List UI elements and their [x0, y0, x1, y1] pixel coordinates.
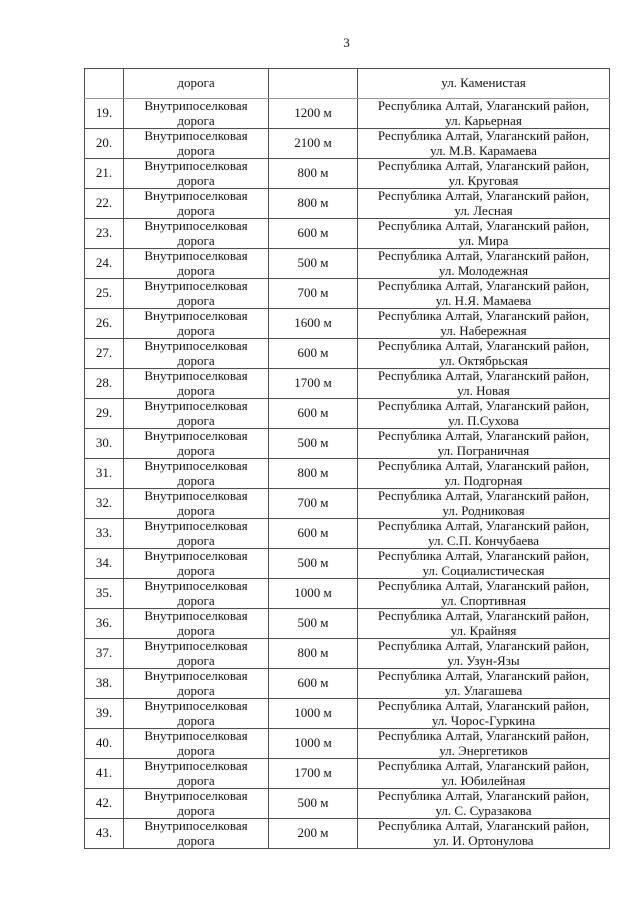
table-row	[85, 549, 610, 579]
road-length-cell: 500 м	[269, 789, 358, 819]
address-region-line: Республика Алтай, Улаганский район,	[377, 728, 590, 743]
table-row	[85, 729, 610, 759]
table-row	[85, 639, 610, 669]
road-address-cell	[358, 129, 610, 159]
address-region-line: Республика Алтай, Улаганский район,	[377, 278, 590, 293]
table-row	[85, 519, 610, 549]
table-row	[85, 369, 610, 399]
address-region-line: Республика Алтай, Улаганский район,	[377, 668, 590, 683]
road-type-cell: Внутрипоселковая дорога	[124, 429, 269, 459]
address-street-line: ул. П.Сухова	[448, 412, 519, 428]
road-length-cell: 800 м	[269, 189, 358, 219]
table-row	[85, 219, 610, 249]
address-region-line: Республика Алтай, Улаганский район,	[377, 608, 590, 623]
table-row	[85, 129, 610, 159]
table-row	[85, 459, 610, 489]
road-type-cell: Внутрипоселковая дорога	[124, 399, 269, 429]
road-type-cell: Внутрипоселковая дорога	[124, 789, 269, 819]
row-number-cell: 24.	[85, 249, 124, 279]
road-type-cell: дорога	[124, 69, 269, 99]
road-type-cell: Внутрипоселковая дорога	[124, 99, 269, 129]
road-address-cell	[358, 669, 610, 699]
address-region-line: Республика Алтай, Улаганский район,	[377, 398, 590, 413]
road-type-cell: Внутрипоселковая дорога	[124, 699, 269, 729]
address-street-line: ул. С.П. Кончубаева	[428, 532, 539, 548]
address-region-line: Республика Алтай, Улаганский район,	[377, 698, 590, 713]
address-street-line: ул. Молодежная	[438, 262, 529, 278]
table-row	[85, 189, 610, 219]
address-region-line: Республика Алтай, Улаганский район,	[377, 788, 590, 803]
row-number-cell: 34.	[85, 549, 124, 579]
address-street-line: ул. Н.Я. Мамаева	[435, 292, 532, 308]
address-street-line: ул. Родниковая	[442, 502, 525, 518]
road-address-cell	[358, 429, 610, 459]
road-address-cell	[358, 99, 610, 129]
table-row	[85, 99, 610, 129]
address-street-line: ул. Крайняя	[450, 622, 517, 638]
table-row	[85, 819, 610, 849]
address-street-line: ул. Лесная	[454, 202, 513, 218]
table-row	[85, 429, 610, 459]
road-address-cell	[358, 639, 610, 669]
row-number-cell: 23.	[85, 219, 124, 249]
row-number-cell: 27.	[85, 339, 124, 369]
address-region-line: Республика Алтай, Улаганский район,	[377, 518, 590, 533]
road-address-cell	[358, 489, 610, 519]
address-street-line: ул. Энергетиков	[439, 742, 528, 758]
row-number-cell: 41.	[85, 759, 124, 789]
road-type-cell: Внутрипоселковая дорога	[124, 669, 269, 699]
road-type-cell: Внутрипоселковая дорога	[124, 579, 269, 609]
road-length-cell: 800 м	[269, 159, 358, 189]
road-length-cell: 600 м	[269, 219, 358, 249]
address-street-line: ул. С. Суразакова	[435, 802, 532, 818]
table-row	[85, 249, 610, 279]
row-number-cell: 42.	[85, 789, 124, 819]
row-number-cell: 22.	[85, 189, 124, 219]
road-length-cell	[269, 69, 358, 99]
table-row	[85, 309, 610, 339]
road-address-cell	[358, 339, 610, 369]
road-type-cell: Внутрипоселковая дорога	[124, 219, 269, 249]
road-address-cell	[358, 459, 610, 489]
road-type-cell: Внутрипоселковая дорога	[124, 279, 269, 309]
road-length-cell: 800 м	[269, 639, 358, 669]
address-region-line: Республика Алтай, Улаганский район,	[377, 458, 590, 473]
road-address-cell	[358, 189, 610, 219]
address-street-line: ул. Улагашева	[444, 682, 523, 698]
address-street-line: ул. Октябрьская	[439, 352, 528, 368]
address-region-line: Республика Алтай, Улаганский район,	[377, 338, 590, 353]
address-region-line: Республика Алтай, Улаганский район,	[377, 818, 590, 833]
row-number-cell: 37.	[85, 639, 124, 669]
road-address-cell: ул. Каменистая	[358, 69, 610, 99]
road-address-cell	[358, 249, 610, 279]
road-address-cell	[358, 279, 610, 309]
address-street-line: ул. М.В. Карамаева	[430, 142, 537, 158]
road-address-cell	[358, 159, 610, 189]
row-number-cell: 39.	[85, 699, 124, 729]
address-region-line: Республика Алтай, Улаганский район,	[377, 98, 590, 113]
road-type-cell: Внутрипоселковая дорога	[124, 639, 269, 669]
road-length-cell: 1200 м	[269, 99, 358, 129]
road-address-cell	[358, 759, 610, 789]
road-registry-table	[84, 68, 610, 849]
road-length-cell: 500 м	[269, 249, 358, 279]
table-row	[85, 279, 610, 309]
table-row	[85, 789, 610, 819]
carryover-row	[85, 69, 610, 99]
road-length-cell: 1700 м	[269, 759, 358, 789]
road-length-cell: 500 м	[269, 609, 358, 639]
address-street-line: ул. Мира	[458, 232, 509, 248]
road-length-cell: 600 м	[269, 339, 358, 369]
row-number-cell: 40.	[85, 729, 124, 759]
row-number-cell: 28.	[85, 369, 124, 399]
address-street-line: ул. Новая	[457, 382, 510, 398]
road-length-cell: 500 м	[269, 549, 358, 579]
road-type-cell: Внутрипоселковая дорога	[124, 309, 269, 339]
road-address-cell	[358, 699, 610, 729]
table-row	[85, 759, 610, 789]
road-type-cell: Внутрипоселковая дорога	[124, 519, 269, 549]
road-length-cell: 600 м	[269, 399, 358, 429]
table-row	[85, 159, 610, 189]
road-type-cell: Внутрипоселковая дорога	[124, 339, 269, 369]
address-street-line: ул. Пограничная	[437, 442, 530, 458]
table-row	[85, 699, 610, 729]
road-address-cell	[358, 819, 610, 849]
road-address-cell	[358, 789, 610, 819]
row-number-cell: 26.	[85, 309, 124, 339]
road-length-cell: 200 м	[269, 819, 358, 849]
row-number-cell: 19.	[85, 99, 124, 129]
row-number-cell: 21.	[85, 159, 124, 189]
road-type-cell: Внутрипоселковая дорога	[124, 549, 269, 579]
table-body	[85, 69, 610, 849]
road-address-cell	[358, 519, 610, 549]
row-number-cell: 38.	[85, 669, 124, 699]
address-region-line: Республика Алтай, Улаганский район,	[377, 758, 590, 773]
address-street-line: ул. Узун-Язы	[447, 652, 520, 668]
table-row	[85, 489, 610, 519]
address-street-line: ул. Чорос-Гуркина	[431, 712, 536, 728]
road-address-cell	[358, 579, 610, 609]
road-length-cell: 800 м	[269, 459, 358, 489]
address-region-line: Республика Алтай, Улаганский район,	[377, 128, 590, 143]
road-length-cell: 2100 м	[269, 129, 358, 159]
row-number-cell: 43.	[85, 819, 124, 849]
road-length-cell: 700 м	[269, 489, 358, 519]
road-type-cell: Внутрипоселковая дорога	[124, 159, 269, 189]
row-number-cell: 30.	[85, 429, 124, 459]
road-length-cell: 1000 м	[269, 579, 358, 609]
road-type-cell: Внутрипоселковая дорога	[124, 759, 269, 789]
address-street-line: ул. Социалистическая	[422, 562, 545, 578]
road-type-cell: Внутрипоселковая дорога	[124, 609, 269, 639]
address-street-line: ул. Спортивная	[441, 592, 526, 608]
table-row	[85, 609, 610, 639]
road-type-cell: Внутрипоселковая дорога	[124, 249, 269, 279]
row-number-cell: 35.	[85, 579, 124, 609]
address-region-line: Республика Алтай, Улаганский район,	[377, 488, 590, 503]
road-address-cell	[358, 369, 610, 399]
row-number-cell: 20.	[85, 129, 124, 159]
address-region-line: Республика Алтай, Улаганский район,	[377, 158, 590, 173]
address-region-line: Республика Алтай, Улаганский район,	[377, 578, 590, 593]
address-region-line: Республика Алтай, Улаганский район,	[377, 548, 590, 563]
page-number: 3	[343, 35, 350, 50]
road-length-cell: 600 м	[269, 519, 358, 549]
row-number-cell: 36.	[85, 609, 124, 639]
address-region-line: Республика Алтай, Улаганский район,	[377, 308, 590, 323]
address-street-line: ул. Подгорная	[444, 472, 523, 488]
road-type-cell: Внутрипоселковая дорога	[124, 489, 269, 519]
row-number-cell: 32.	[85, 489, 124, 519]
road-address-cell	[358, 219, 610, 249]
road-address-cell	[358, 399, 610, 429]
road-address-cell	[358, 609, 610, 639]
road-address-cell	[358, 729, 610, 759]
address-street-line: ул. Карьерная	[445, 112, 522, 128]
address-street-line: ул. Юбилейная	[441, 772, 526, 788]
address-region-line: Республика Алтай, Улаганский район,	[377, 428, 590, 443]
road-address-cell	[358, 309, 610, 339]
road-length-cell: 1700 м	[269, 369, 358, 399]
row-number-cell: 33.	[85, 519, 124, 549]
road-type-cell: Внутрипоселковая дорога	[124, 369, 269, 399]
row-number-cell: 25.	[85, 279, 124, 309]
road-address-cell	[358, 549, 610, 579]
road-length-cell: 1000 м	[269, 729, 358, 759]
address-region-line: Республика Алтай, Улаганский район,	[377, 638, 590, 653]
table-row	[85, 339, 610, 369]
row-number-cell: 31.	[85, 459, 124, 489]
road-type-cell: Внутрипоселковая дорога	[124, 819, 269, 849]
address-street-line: ул. Набережная	[440, 322, 527, 338]
road-type-cell: Внутрипоселковая дорога	[124, 459, 269, 489]
road-length-cell: 600 м	[269, 669, 358, 699]
row-number-cell: 29.	[85, 399, 124, 429]
address-region-line: Республика Алтай, Улаганский район,	[377, 248, 590, 263]
road-length-cell: 1000 м	[269, 699, 358, 729]
address-street-line: ул. И. Ортонулова	[433, 832, 534, 848]
road-length-cell: 1600 м	[269, 309, 358, 339]
address-region-line: Республика Алтай, Улаганский район,	[377, 188, 590, 203]
road-type-cell: Внутрипоселковая дорога	[124, 129, 269, 159]
road-length-cell: 500 м	[269, 429, 358, 459]
address-region-line: Республика Алтай, Улаганский район,	[377, 368, 590, 383]
table-row	[85, 579, 610, 609]
address-region-line: Республика Алтай, Улаганский район,	[377, 218, 590, 233]
road-length-cell: 700 м	[269, 279, 358, 309]
road-type-cell: Внутрипоселковая дорога	[124, 729, 269, 759]
table-row	[85, 399, 610, 429]
road-type-cell: Внутрипоселковая дорога	[124, 189, 269, 219]
address-street-line: ул. Круговая	[448, 172, 519, 188]
row-number-cell	[85, 69, 124, 99]
table-row	[85, 669, 610, 699]
